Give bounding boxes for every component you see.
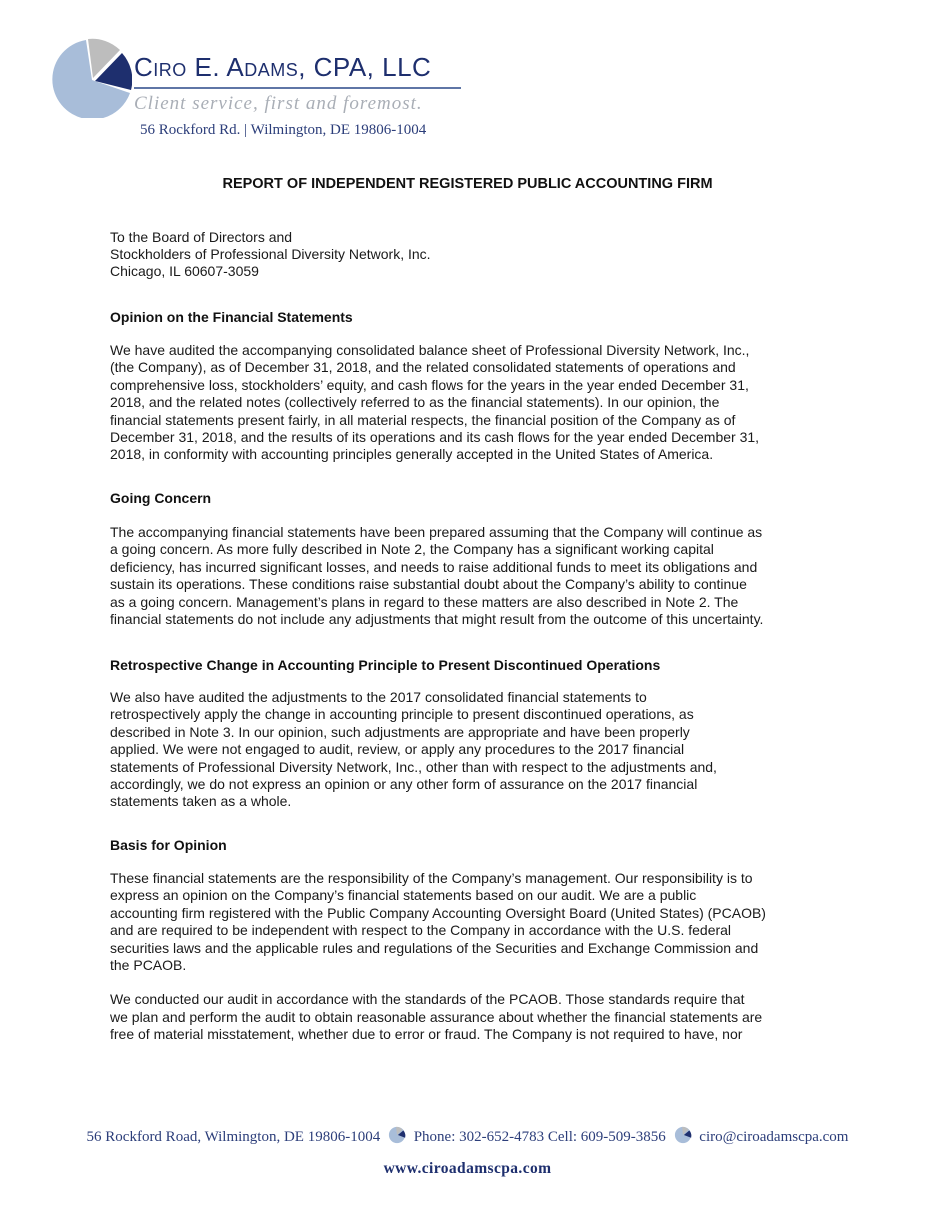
section-paragraph: [110, 524, 830, 628]
text-line: retrospectively apply the change in accounting principle to present discontinued operations, as: [110, 706, 694, 723]
footer-contact: [0, 1126, 935, 1146]
text-line: sustain its operations. These conditions raise substantial doubt about the Company’s ability to continue: [110, 576, 747, 593]
footer-phone: Phone: 302-652-4783 Cell: 609-509-3856: [413, 1129, 666, 1145]
footer-email[interactable]: ciro@ciroadamscpa.com: [699, 1129, 849, 1145]
text-line: financial statements do not include any adjustments that might result from the outcome of this uncertainty.: [110, 611, 764, 628]
text-line: described in Note 3. In our opinion, such adjustments are appropriate and have been properly: [110, 723, 690, 740]
section-paragraph: [110, 870, 830, 974]
section-heading: Basis for Opinion: [110, 837, 227, 853]
section-retrospective-change: [110, 657, 830, 811]
text-line: accordingly, we do not express an opinion or any other form of assurance on the 2017 financial: [110, 776, 698, 793]
section-opinion: [110, 309, 830, 464]
header-address: 56 Rockford Rd. | Wilmington, DE 19806-1004: [140, 122, 427, 138]
text-line: statements taken as a whole.: [110, 793, 292, 810]
section-heading: Going Concern: [110, 490, 212, 506]
section-paragraph: [110, 342, 830, 464]
addressee-line: To the Board of Directors and: [110, 229, 293, 245]
footer-address: 56 Rockford Road, Wilmington, DE 19806-1004: [86, 1129, 381, 1145]
footer-website[interactable]: www.ciroadamscpa.com: [383, 1160, 552, 1177]
text-line: 2018, and the related notes (collectively referred to as the financial statements). In our opinion, the: [110, 394, 720, 411]
report-title: REPORT OF INDEPENDENT REGISTERED PUBLIC ACCOUNTING FIRM: [222, 176, 713, 192]
addressee-block: [110, 229, 431, 280]
text-line: express an opinion on the Company’s financial statements based on our audit. We are a public: [110, 887, 697, 904]
text-line: and are required to be independent with respect to the Company in accordance with the U.S. federal: [110, 922, 732, 939]
text-line: a going concern. As more fully described in Note 2, the Company has a significant working capital: [110, 541, 714, 558]
section-basis-for-opinion: [110, 837, 830, 1044]
text-line: (the Company), as of December 31, 2018, and the related consolidated statements of operations and: [110, 359, 736, 376]
text-line: financial statements present fairly, in all material respects, the financial position of the Company as of: [110, 411, 736, 428]
text-line: December 31, 2018, and the results of its operations and its cash flows for the year ended December 31,: [110, 429, 760, 446]
section-heading: Retrospective Change in Accounting Principle to Present Discontinued Operations: [110, 657, 661, 673]
firm-name-divider: [134, 87, 461, 89]
text-line: as a going concern. Management’s plans in regard to these matters are also described in Note 2. The: [110, 593, 739, 610]
text-line: We conducted our audit in accordance with the standards of the PCAOB. Those standards require that: [110, 991, 745, 1008]
section-paragraph: [110, 991, 830, 1043]
pie-chart-bullet-icon: [388, 1126, 406, 1144]
section-paragraph: [110, 689, 830, 811]
firm-name: Ciro E. Adams, CPA, LLC: [134, 52, 432, 82]
text-line: statements of Professional Diversity Network, Inc., other than with respect to the adjustments and,: [110, 758, 717, 775]
text-line: We have audited the accompanying consolidated balance sheet of Professional Diversity Network, Inc.,: [110, 342, 750, 358]
text-line: deficiency, has incurred significant losses, and needs to raise additional funds to meet its obligations and: [110, 558, 758, 575]
text-line: The accompanying financial statements have been prepared assuming that the Company will continue as: [110, 524, 763, 540]
letterhead: [52, 38, 472, 148]
pie-chart-logo-icon: [52, 38, 132, 118]
pie-chart-bullet-icon: [674, 1126, 692, 1144]
section-going-concern: [110, 490, 830, 628]
text-line: securities laws and the applicable rules and regulations of the Securities and Exchange Commission and: [110, 939, 759, 956]
text-line: we plan and perform the audit to obtain reasonable assurance about whether the financial statements are: [110, 1008, 763, 1025]
text-line: accounting firm registered with the Public Company Accounting Oversight Board (United States) (PCAOB): [110, 904, 766, 921]
firm-tagline: Client service, first and foremost.: [134, 93, 423, 114]
text-line: free of material misstatement, whether due to error or fraud. The Company is not required to have, nor: [110, 1026, 743, 1043]
addressee-line: Chicago, IL 60607-3059: [110, 263, 259, 279]
section-heading: Opinion on the Financial Statements: [110, 309, 353, 325]
text-line: comprehensive loss, stockholders’ equity, and cash flows for the years in the year ended December 31,: [110, 376, 749, 393]
addressee-line: Stockholders of Professional Diversity Network, Inc.: [110, 246, 431, 262]
text-line: We also have audited the adjustments to the 2017 consolidated financial statements to: [110, 689, 647, 705]
text-line: 2018, in conformity with accounting principles generally accepted in the United States of America.: [110, 446, 714, 463]
text-line: These financial statements are the responsibility of the Company’s management. Our responsibility is to: [110, 870, 753, 886]
text-line: applied. We were not engaged to audit, review, or apply any procedures to the 2017 financial: [110, 741, 685, 758]
text-line: the PCAOB.: [110, 957, 187, 974]
